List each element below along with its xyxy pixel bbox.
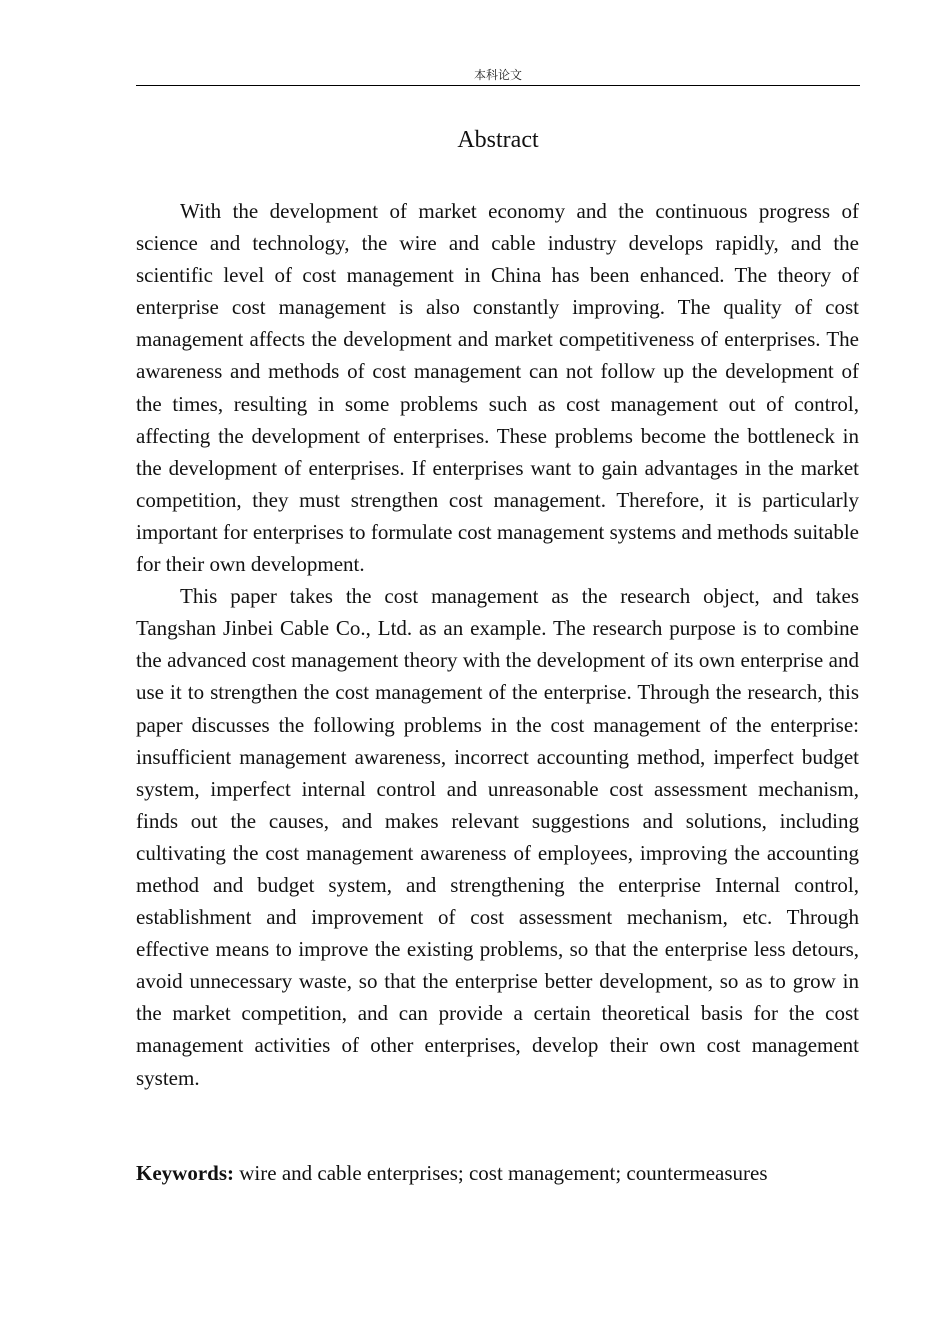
abstract-body: [136, 195, 859, 1094]
running-header: 本科论文: [473, 68, 522, 82]
abstract-paragraph-2: This paper takes the cost management as the research object, and takes Tangshan Jinbei Cable Co., Ltd. as an example. The research purpose is to combine the advanced cost management theory with the development of its own enterprise and use it to strengthen the cost management of the enterprise. Through the research, this paper discusses the following problems in the cost management of the enterprise: insufficient management awareness, incorrect accounting method, imperfect budget system, imperfect internal control and unreasonable cost assessment mechanism, finds out the causes, and makes relevant suggestions and solutions, including cultivating the cost management awareness of employees, improving the accounting method and budget system, and strengthening the enterprise Internal control, establishment and improvement of cost assessment mechanism, etc. Through effective means to improve the existing problems, so that the enterprise less detours, avoid unnecessary waste, so that the enterprise better development, so as to grow in the market competition, and can provide a certain theoretical basis for the cost management activities of other enterprises, develop their own cost management system.: [136, 584, 859, 1090]
header-divider: [136, 85, 860, 86]
keywords-label: Keywords:: [136, 1161, 234, 1185]
abstract-paragraph-1: With the development of market economy and the continuous progress of science and technology, the wire and cable industry develops rapidly, and the scientific level of cost management in China has been enhanced. The theory of enterprise cost management is also constantly improving. The quality of cost management affects the development and market competitiveness of enterprises. The awareness and methods of cost management can not follow up the development of the times, resulting in some problems such as cost management out of control, affecting the development of enterprises. These problems become the bottleneck in the development of enterprises. If enterprises want to gain advantages in the market competition, they must strengthen cost management. Therefore, it is particularly important for enterprises to formulate cost management systems and methods suitable for their own development.: [136, 199, 859, 577]
keywords-line: [136, 1157, 860, 1189]
keywords-text: wire and cable enterprises; cost management; countermeasures: [239, 1161, 768, 1185]
abstract-title: Abstract: [457, 127, 539, 153]
